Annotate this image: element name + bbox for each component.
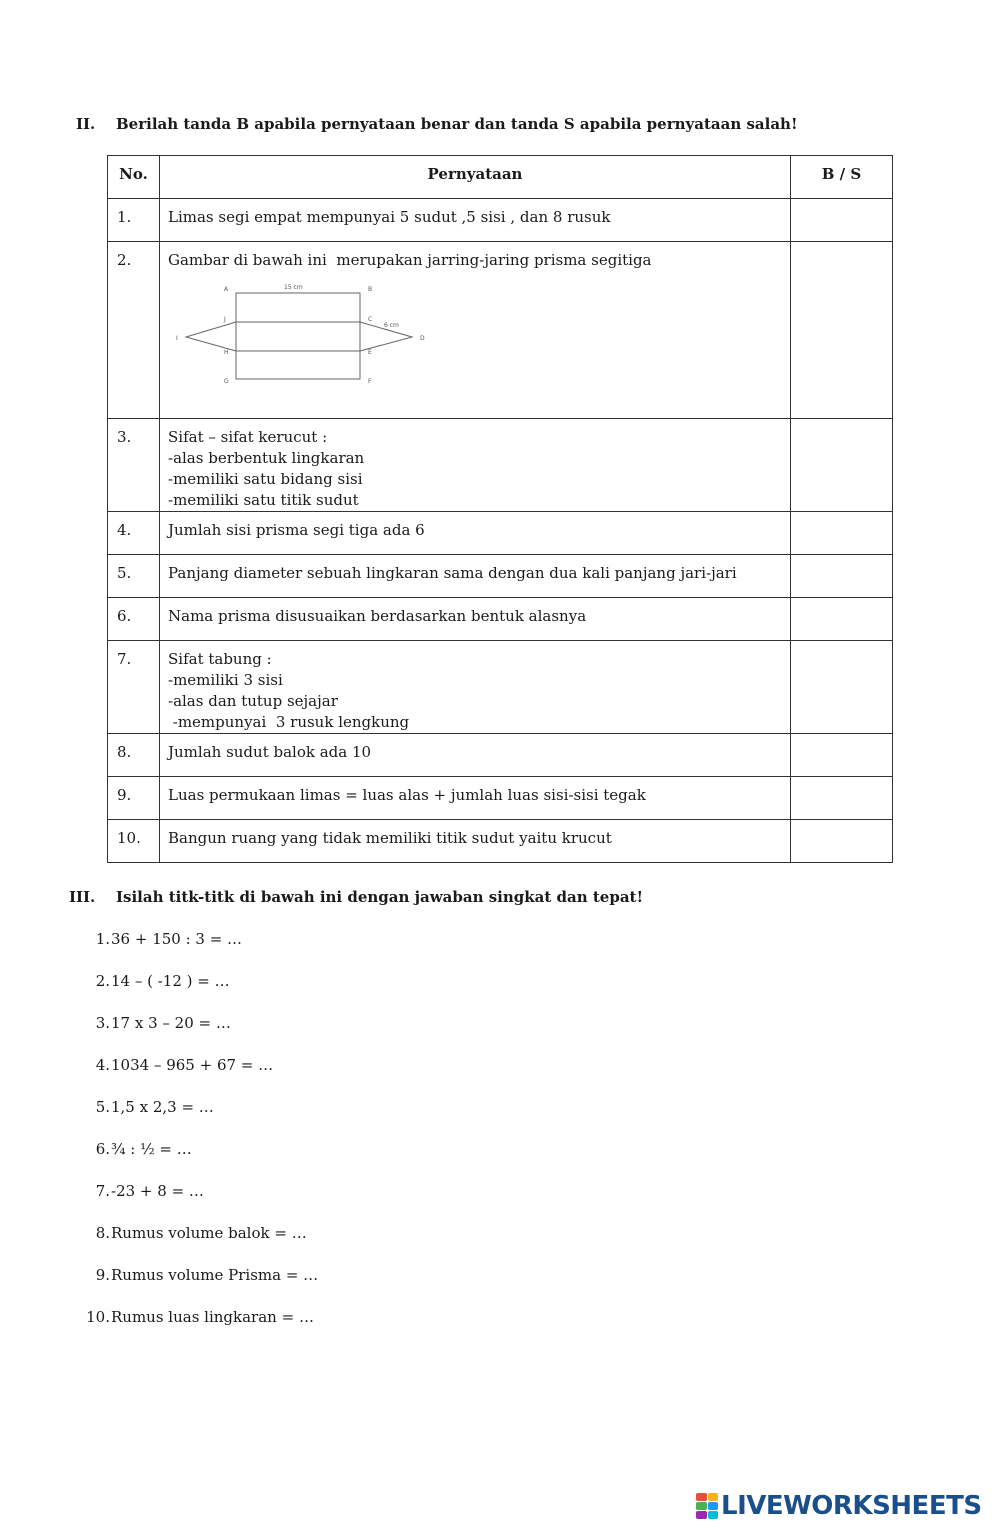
item-question: 1,5 x 2,3 = … — [111, 1098, 214, 1116]
statement-line: -memiliki satu bidang sisi — [168, 470, 363, 488]
section-2-number: II. — [76, 115, 96, 133]
vertex-label: G — [224, 378, 229, 385]
item-question: ¾ : ½ = … — [111, 1140, 192, 1158]
table-header-row — [108, 156, 893, 199]
statement-cell — [160, 777, 791, 820]
statement-line: Panjang diameter sebuah lingkaran sama dengan dua kali panjang jari-jari — [168, 564, 737, 582]
header-no: No. — [108, 156, 160, 199]
vertex-label: B — [368, 286, 373, 293]
item-question: 36 + 150 : 3 = … — [111, 930, 243, 948]
list-item — [78, 1054, 274, 1096]
statement-line: -memiliki satu titik sudut — [168, 491, 359, 509]
vertex-label: C — [368, 316, 373, 323]
liveworksheets-logo — [696, 1491, 982, 1521]
list-item — [78, 970, 230, 1012]
list-item — [78, 1138, 192, 1180]
answer-cell[interactable] — [791, 242, 893, 419]
table-row — [108, 598, 893, 641]
row-number: 8. — [108, 734, 160, 777]
item-number: 8. — [95, 1224, 110, 1242]
statement-line: Bangun ruang yang tidak memiliki titik sudut yaitu krucut — [168, 829, 612, 847]
answer-cell[interactable] — [791, 641, 893, 734]
table-row — [108, 199, 893, 242]
statement-line: -memiliki 3 sisi — [168, 671, 283, 689]
list-item — [78, 1222, 307, 1264]
statement-line: Luas permukaan limas = luas alas + jumlah luas sisi-sisi tegak — [168, 786, 646, 804]
row-number: 3. — [108, 419, 160, 512]
answer-cell[interactable] — [791, 820, 893, 863]
answer-cell[interactable] — [791, 199, 893, 242]
statement-line: Sifat tabung : — [168, 650, 272, 668]
header-answer: B / S — [791, 156, 893, 199]
statement-cell — [160, 734, 791, 777]
table-row — [108, 820, 893, 863]
statement-cell — [160, 242, 791, 419]
answer-cell[interactable] — [791, 777, 893, 820]
table-row — [108, 734, 893, 777]
answer-cell[interactable] — [791, 734, 893, 777]
item-number: 7. — [95, 1182, 110, 1200]
vertex-label: J — [224, 316, 226, 323]
vertex-label: H — [224, 349, 229, 356]
row-number: 4. — [108, 512, 160, 555]
row-number: 6. — [108, 598, 160, 641]
section-2-instruction: Berilah tanda B apabila pernyataan benar dan tanda S apabila pernyataan salah! — [116, 115, 798, 133]
vertex-label: D — [420, 335, 425, 342]
dimension-side-label: 6 cm — [384, 322, 399, 329]
table-row — [108, 555, 893, 598]
statement-line: Sifat – sifat kerucut : — [168, 428, 328, 446]
item-number: 1. — [95, 930, 110, 948]
item-question: -23 + 8 = … — [111, 1182, 204, 1200]
answer-cell[interactable] — [791, 598, 893, 641]
list-item — [78, 1306, 314, 1348]
vertex-label: E — [368, 349, 372, 356]
row-number: 10. — [108, 820, 160, 863]
table-row — [108, 512, 893, 555]
statement-line: -mempunyai 3 rusuk lengkung — [168, 713, 410, 731]
item-question: 1034 – 965 + 67 = … — [111, 1056, 274, 1074]
list-item — [78, 1012, 231, 1054]
item-question: 14 – ( -12 ) = … — [111, 972, 230, 990]
vertex-label: A — [224, 286, 229, 293]
fill-in-list — [78, 928, 319, 1348]
item-question: Rumus volume Prisma = … — [111, 1266, 319, 1284]
list-item — [78, 928, 243, 970]
statement-line: Nama prisma disusuaikan berdasarkan bentuk alasnya — [168, 607, 587, 625]
true-false-table — [107, 155, 893, 863]
item-number: 2. — [95, 972, 110, 990]
table-row — [108, 777, 893, 820]
statement-cell — [160, 555, 791, 598]
item-question: Rumus volume balok = … — [111, 1224, 307, 1242]
header-statement: Pernyataan — [160, 156, 791, 199]
item-number: 3. — [95, 1014, 110, 1032]
logo-text: LIVEWORKSHEETS — [721, 1491, 982, 1521]
table-row — [108, 641, 893, 734]
row-number: 2. — [108, 242, 160, 419]
list-item — [78, 1096, 214, 1138]
logo-mark-icon — [696, 1493, 718, 1519]
answer-cell[interactable] — [791, 419, 893, 512]
statement-line: Gambar di bawah ini merupakan jarring-jaring prisma segitiga — [168, 251, 652, 269]
prism-net-figure — [168, 277, 438, 387]
statement-cell — [160, 419, 791, 512]
item-question: 17 x 3 – 20 = … — [111, 1014, 231, 1032]
statement-line: Jumlah sudut balok ada 10 — [168, 743, 372, 761]
dimension-top-label: 15 cm — [284, 284, 303, 291]
net-edge — [236, 293, 360, 379]
statement-line: Jumlah sisi prisma segi tiga ada 6 — [168, 521, 425, 539]
item-number: 5. — [95, 1098, 110, 1116]
answer-cell[interactable] — [791, 555, 893, 598]
item-number: 4. — [95, 1056, 110, 1074]
item-number: 6. — [95, 1140, 110, 1158]
statement-cell — [160, 199, 791, 242]
item-number: 9. — [95, 1266, 110, 1284]
answer-cell[interactable] — [791, 512, 893, 555]
row-number: 1. — [108, 199, 160, 242]
vertex-label: I — [176, 335, 178, 342]
statement-line: -alas dan tutup sejajar — [168, 692, 338, 710]
item-number: 10. — [86, 1308, 110, 1326]
row-number: 9. — [108, 777, 160, 820]
statement-cell — [160, 598, 791, 641]
statement-cell — [160, 512, 791, 555]
item-question: Rumus luas lingkaran = … — [111, 1308, 314, 1326]
statement-cell — [160, 641, 791, 734]
table-row — [108, 242, 893, 419]
section-3-instruction: Isilah titk-titk di bawah ini dengan jawaban singkat dan tepat! — [116, 888, 644, 906]
net-edge — [186, 322, 236, 351]
vertex-label: F — [368, 378, 372, 385]
list-item — [78, 1264, 319, 1306]
list-item — [78, 1180, 204, 1222]
statement-cell — [160, 820, 791, 863]
section-3-number: III. — [69, 888, 96, 906]
table-row — [108, 419, 893, 512]
row-number: 5. — [108, 555, 160, 598]
statement-line: -alas berbentuk lingkaran — [168, 449, 365, 467]
statement-line: Limas segi empat mempunyai 5 sudut ,5 sisi , dan 8 rusuk — [168, 208, 611, 226]
row-number: 7. — [108, 641, 160, 734]
